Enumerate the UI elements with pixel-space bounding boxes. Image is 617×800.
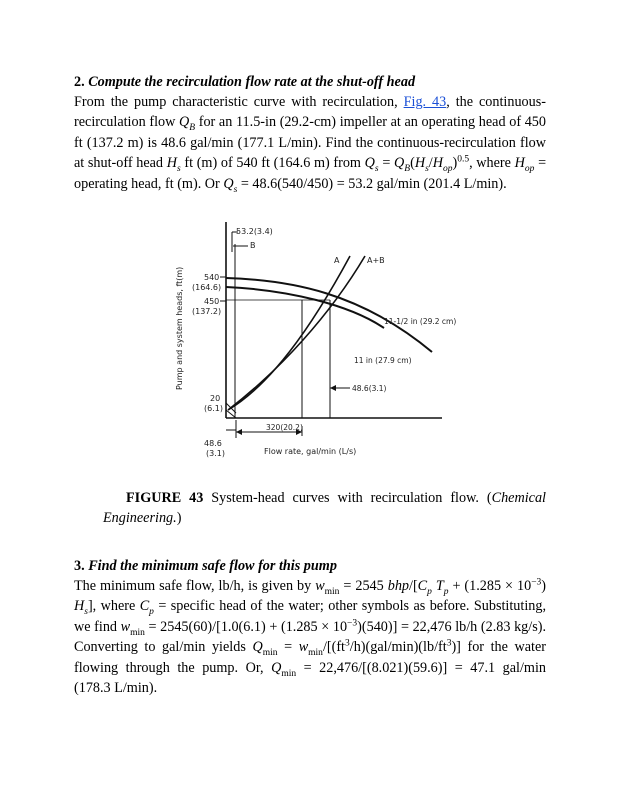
y-164-6: (164.6) [192,283,222,292]
label-48-6-top: 48.6(3.1) [352,384,387,393]
curve-11-in [226,287,384,328]
label-53-2: 53.2(3.4) [236,227,273,236]
y-137-2: (137.2) [192,307,222,316]
y-6-1: (6.1) [204,404,223,413]
section-3 [74,556,546,698]
section-2-heading [74,72,546,92]
section-number: 3. [74,558,85,574]
caption-source: Chemical Engineering. [103,490,546,527]
section-number: 2. [74,74,85,90]
label-b-top: B [250,241,256,250]
caption-label: FIGURE 43 [126,490,204,506]
section-title: Compute the recirculation flow rate at the shut-off head [88,74,416,90]
x-axis-label: Flow rate, gal/min (L/s) [264,447,357,456]
figure-43-diagram [170,220,470,460]
y-axis-label: Pump and system heads, ft(m) [175,266,184,390]
label-11-5-in: 11-1/2 in (29.2 cm) [384,317,457,326]
y-450: 450 [204,297,220,306]
label-a-plus-b: A+B [367,256,385,265]
system-head-curves [170,220,470,460]
x-3-1: (3.1) [206,449,225,458]
section-2 [74,72,546,194]
x-48-6: 48.6 [204,439,222,448]
section-3-paragraph: The minimum safe flow, lb/h, is given by $w_{min} = 2545$ bhp/[$C_p$ $T_p + (1.285 \times 10^{-3})$ $H_s$], where $C_p$ = specific head of the water; other symbols as before. Substituting, we find $w_{min} = 2545(60)/[1.0(6.1) + (1.285 \times 10^{-3})(540)] = 22,476$ lb/h (2.83 kg/s). Converting to gal/min yields $Q_{min} = w_{min}/[(ft^3/h)(gal/\min)(lb/ft^3)]$ for the water flowing through the pump. Or, $Q_{min} = 22,476/[(8.021)(59.6)] = 47.1$ gal/min (178.3 L/min). [74,577,547,697]
label-320: 320(20.2) [266,423,303,432]
y-20: 20 [210,394,221,403]
section-2-paragraph: From the pump characteristic curve with recirculation, Fig. 43, the continuous-recirculation flow $Q_B$ for an 11.5-in (29.2-cm) impeller at an operating head of 450 ft (137.2 m) is 48.6 gal/min (177.1 L/min). Find the continuous-recirculation flow at shut-off head $H_s$ ft (m) of 540 ft (164.6 m) from $Q_s = Q_B(H_s/H_{op})^{0.5}$, where $H_{op}$ = operating head, ft (m). Or $Q_s = 48.6(540/450) = 53.2$ gal/min (201.4 L/min). [74,94,547,195]
y-540: 540 [204,273,220,282]
figure-43-link[interactable]: Fig. 43 [403,94,447,110]
section-3-heading [74,556,546,576]
label-11-in: 11 in (27.9 cm) [354,356,412,365]
section-title: Find the minimum safe flow for this pump [88,558,337,574]
label-a: A [334,256,340,265]
figure-caption: FIGURE 43 System-head curves with recirculation flow. (Chemical Engineering.) [103,490,546,527]
